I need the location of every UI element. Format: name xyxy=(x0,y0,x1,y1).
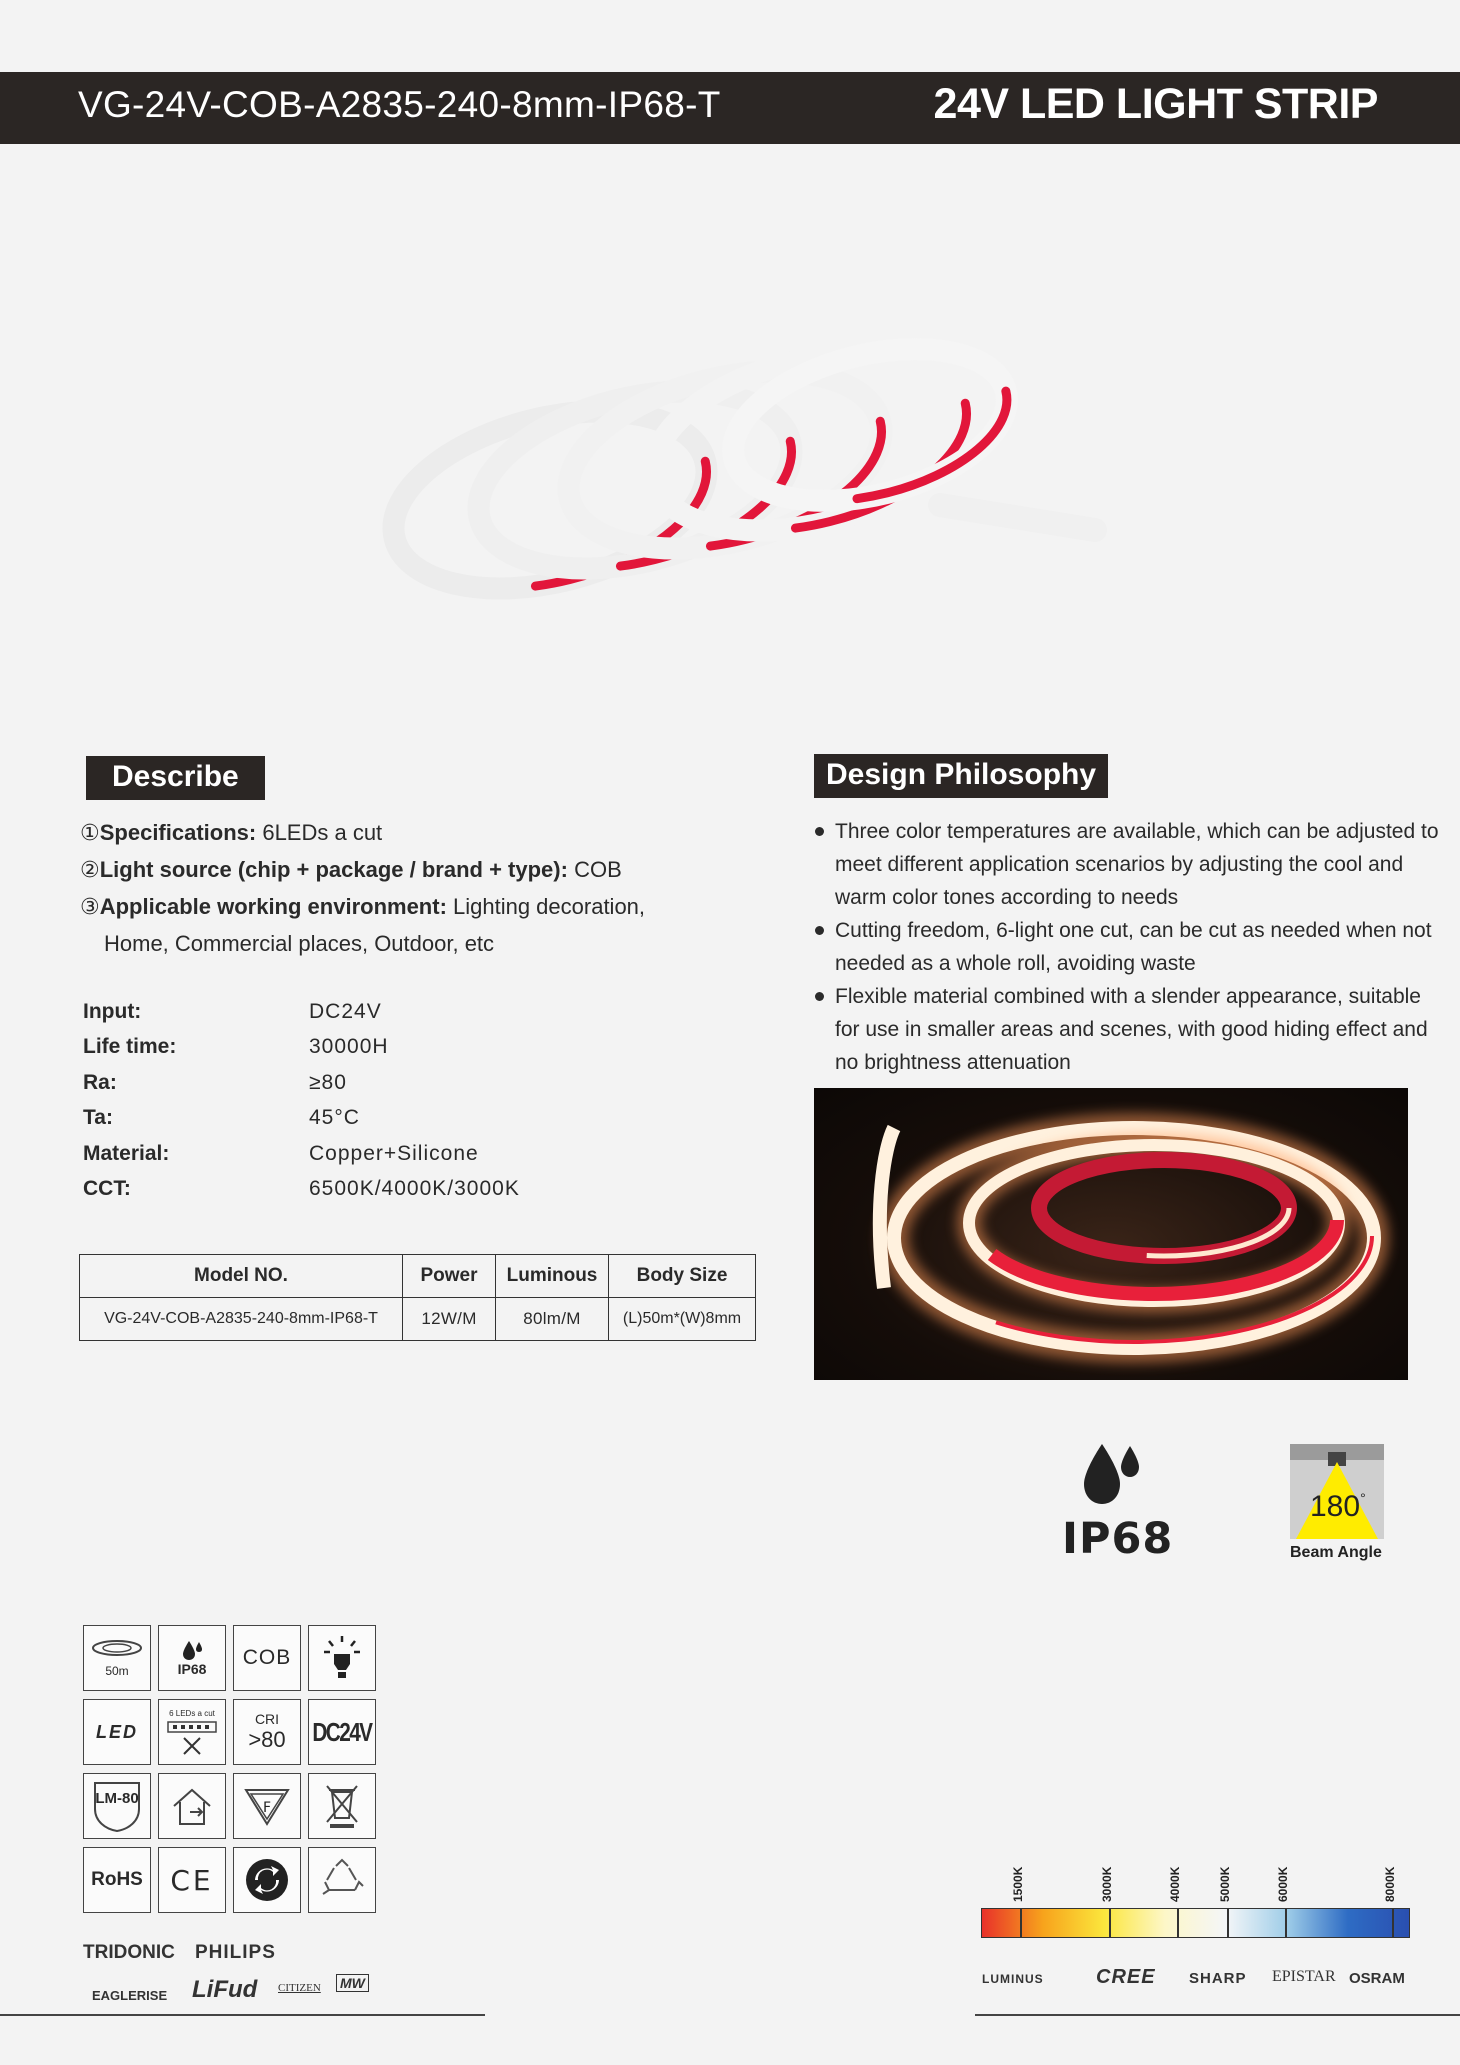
cct-tick-mark xyxy=(1177,1909,1179,1937)
cct-tick-mark xyxy=(1227,1909,1229,1937)
design-bullet-2: Cutting freedom, 6-light one cut, can be cut as needed when not needed as a whole roll, avoiding waste xyxy=(815,914,1445,980)
beam-angle-label: Beam Angle xyxy=(1290,1544,1382,1561)
cri-icon: CRI >80 xyxy=(233,1699,301,1765)
brand-eaglerise: EAGLERISE xyxy=(92,1988,168,2003)
water-drops-icon xyxy=(1058,1440,1198,1512)
table-cell: (L)50m*(W)8mm xyxy=(609,1298,756,1341)
table-cell: VG-24V-COB-A2835-240-8mm-IP68-T xyxy=(80,1298,403,1341)
describe-line-3-cont: Home, Commercial places, Outdoor, etc xyxy=(104,931,495,956)
bullet-dot-icon xyxy=(815,926,824,935)
table-header: Body Size xyxy=(609,1255,756,1298)
design-philosophy-tag: Design Philosophy xyxy=(814,754,1108,798)
spec-row-input: Input: DC24V xyxy=(83,1000,382,1023)
describe-line-2: ②Light source (chip + package / brand + type): COB xyxy=(80,857,622,882)
spec-row-ra: Ra: ≥80 xyxy=(83,1071,347,1094)
cct-color-bar xyxy=(981,1908,1410,1938)
recycle-icon xyxy=(308,1847,376,1913)
green-dot-icon xyxy=(233,1847,301,1913)
cct-tick-mark xyxy=(1285,1909,1287,1937)
footer-rule-right xyxy=(975,2014,1460,2016)
bullet-dot-icon xyxy=(815,827,824,836)
ip68-small-icon: IP68 xyxy=(158,1625,226,1691)
spec-row-ta: Ta: 45°C xyxy=(83,1106,360,1129)
spec-row-material: Material: Copper+Silicone xyxy=(83,1142,479,1165)
brand-citizen: CITIZEN xyxy=(278,1982,321,1994)
brand-tridonic: TRIDONIC xyxy=(83,1942,175,1963)
svg-text:F: F xyxy=(263,1800,272,1816)
ce-mark-icon: CE xyxy=(158,1847,226,1913)
table-header: Luminous xyxy=(496,1255,609,1298)
bullet-dot-icon xyxy=(815,992,824,1001)
brand-lifud: LiFud xyxy=(192,1976,258,2003)
table-cell: 80lm/M xyxy=(496,1298,609,1341)
product-title: 24V LED LIGHT STRIP xyxy=(933,80,1378,128)
spec-row-cct: CCT: 6500K/4000K/3000K xyxy=(83,1177,520,1200)
cct-tick-label: 3000K xyxy=(1100,1866,1114,1902)
cct-tick-mark xyxy=(1020,1909,1022,1937)
brand-philips: PHILIPS xyxy=(195,1942,276,1963)
beam-angle-value: 180° xyxy=(1310,1490,1366,1523)
cob-icon: COB xyxy=(233,1625,301,1691)
cct-tick-label: 1500K xyxy=(1011,1866,1025,1902)
dc24v-icon: DC24V xyxy=(308,1699,376,1765)
brand-cree: CREE xyxy=(1096,1966,1156,1988)
design-bullet-3: Flexible material combined with a slender appearance, suitable for use in smaller areas and scenes, with good hiding effect and no brightness attenuation xyxy=(815,980,1445,1079)
table-header: Power xyxy=(403,1255,496,1298)
beam-angle-badge xyxy=(1290,1444,1386,1564)
brand-meanwell: MW xyxy=(336,1974,369,1992)
cct-tick-mark xyxy=(1392,1909,1394,1937)
cct-tick-mark xyxy=(1109,1909,1111,1937)
footer-rule-left xyxy=(0,2014,485,2016)
cut-icon: 6 LEDs a cut xyxy=(158,1699,226,1765)
f-mark-icon xyxy=(233,1773,301,1839)
reel-length-icon: 50m xyxy=(83,1625,151,1691)
describe-line-3: ③Applicable working environment: Lighting decoration, xyxy=(80,894,646,919)
design-bullet-1: Three color temperatures are available, which can be adjusted to meet different application scenarios by adjusting the cool and warm color tones according to needs xyxy=(815,815,1445,914)
lm80-icon: LM-80 xyxy=(83,1773,151,1839)
table-cell: 12W/M xyxy=(403,1298,496,1341)
indoor-use-icon xyxy=(158,1773,226,1839)
rohs-icon: RoHS xyxy=(83,1847,151,1913)
describe-line-1: ①Specifications: 6LEDs a cut xyxy=(80,820,383,845)
ip68-text: IP68 xyxy=(1062,1514,1174,1564)
product-strip-image xyxy=(380,330,1120,610)
model-table xyxy=(79,1254,756,1341)
product-model: VG-24V-COB-A2835-240-8mm-IP68-T xyxy=(78,84,721,125)
ip68-badge xyxy=(1058,1440,1198,1564)
cct-tick-label: 8000K xyxy=(1383,1866,1397,1902)
led-icon: LED xyxy=(83,1699,151,1765)
brand-epistar: EPISTAR xyxy=(1272,1968,1336,1985)
cct-tick-label: 6000K xyxy=(1276,1866,1290,1902)
brand-osram: OSRAM xyxy=(1349,1970,1405,1987)
cct-tick-label: 4000K xyxy=(1168,1866,1182,1902)
lit-strip-photo xyxy=(814,1088,1408,1380)
brand-luminus: LUMINUS xyxy=(982,1972,1044,1986)
cct-tick-label: 5000K xyxy=(1218,1866,1232,1902)
brand-sharp: SHARP xyxy=(1189,1970,1247,1987)
table-header: Model NO. xyxy=(80,1255,403,1298)
weee-bin-icon xyxy=(308,1773,376,1839)
light-bulb-icon xyxy=(308,1625,376,1691)
table-header-row xyxy=(80,1255,756,1298)
table-row xyxy=(80,1298,756,1341)
describe-tag: Describe xyxy=(86,756,265,800)
spec-row-lifetime: Life time: 30000H xyxy=(83,1035,389,1058)
